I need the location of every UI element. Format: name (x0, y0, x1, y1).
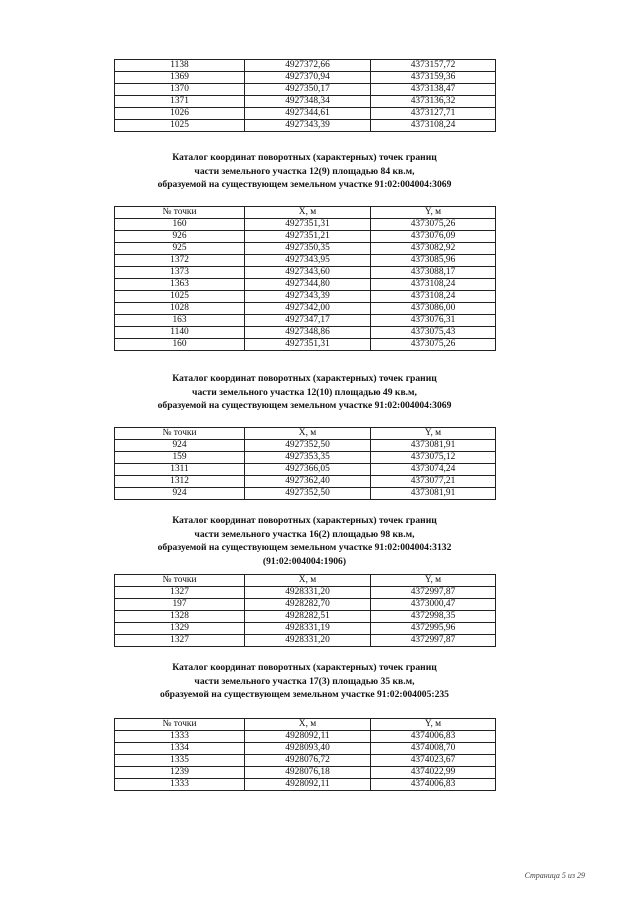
cell-y: 4373076,31 (371, 315, 496, 327)
table-row (115, 120, 496, 132)
section-1-caption (114, 151, 495, 192)
cell-point: 924 (115, 440, 245, 452)
header-x: X, м (245, 428, 371, 440)
table-row (115, 243, 496, 255)
header-y: Y, м (371, 428, 496, 440)
cell-x: 4927350,17 (245, 84, 371, 96)
cell-x: 4927351,31 (245, 339, 371, 351)
cell-point: 1028 (115, 303, 245, 315)
cell-y: 4373086,00 (371, 303, 496, 315)
cell-point: 1372 (115, 255, 245, 267)
cell-x: 4928093,40 (245, 743, 371, 755)
caption-line: Каталог координат поворотных (характерных) точек границ (172, 515, 437, 526)
cell-point: 1312 (115, 476, 245, 488)
table-row (115, 488, 496, 500)
cell-point: 1140 (115, 327, 245, 339)
top-coordinates-table (114, 59, 496, 132)
header-y: Y, м (371, 719, 496, 731)
cell-y: 4373127,71 (371, 108, 496, 120)
cell-point: 163 (115, 315, 245, 327)
caption-line: (91:02:004004:1906) (262, 555, 347, 567)
cell-point: 925 (115, 243, 245, 255)
header-x: X, м (245, 575, 371, 587)
table-row (115, 731, 496, 743)
table-row (115, 72, 496, 84)
cell-point: 159 (115, 452, 245, 464)
cell-y: 4373138,47 (371, 84, 496, 96)
table-row (115, 464, 496, 476)
caption-line: части земельного участка 16(2) площадью 98 кв.м, (194, 528, 415, 540)
table-row (115, 327, 496, 339)
section-4-caption (114, 661, 495, 702)
cell-point: 1138 (115, 60, 245, 72)
cell-y: 4374006,83 (371, 779, 496, 791)
section-4-table (114, 718, 496, 791)
cell-x: 4927351,31 (245, 219, 371, 231)
cell-point: 1363 (115, 279, 245, 291)
cell-x: 4927347,17 (245, 315, 371, 327)
cell-x: 4927348,86 (245, 327, 371, 339)
caption-line: части земельного участка 12(10) площадью 49 кв.м, (192, 386, 417, 398)
cell-point: 1334 (115, 743, 245, 755)
table-row (115, 219, 496, 231)
cell-y: 4372997,87 (371, 635, 496, 647)
caption-line: образуемой на существующем земельном участке 91:02:004004:3132 (157, 542, 452, 553)
cell-x: 4927344,80 (245, 279, 371, 291)
caption-line: части земельного участка 17(3) площадью 35 кв.м, (194, 675, 415, 687)
cell-y: 4374023,67 (371, 755, 496, 767)
cell-y: 4373074,24 (371, 464, 496, 476)
cell-y: 4372997,87 (371, 587, 496, 599)
cell-y: 4373157,72 (371, 60, 496, 72)
cell-x: 4928076,72 (245, 755, 371, 767)
cell-y: 4373075,26 (371, 219, 496, 231)
cell-x: 4927343,39 (245, 120, 371, 132)
table-header-row (115, 719, 496, 731)
cell-x: 4927343,60 (245, 267, 371, 279)
cell-point: 924 (115, 488, 245, 500)
cell-point: 1371 (115, 96, 245, 108)
section-2-table (114, 427, 496, 500)
cell-x: 4927352,50 (245, 488, 371, 500)
cell-point: 197 (115, 599, 245, 611)
cell-x: 4927348,34 (245, 96, 371, 108)
table-row (115, 303, 496, 315)
header-point: № точки (115, 207, 245, 219)
cell-x: 4927362,40 (245, 476, 371, 488)
caption-line: Каталог координат поворотных (характерных) точек границ (172, 152, 437, 163)
table-row (115, 60, 496, 72)
cell-x: 4927342,00 (245, 303, 371, 315)
cell-y: 4373108,24 (371, 279, 496, 291)
cell-point: 1327 (115, 587, 245, 599)
section-1-table (114, 206, 496, 351)
cell-x: 4927344,61 (245, 108, 371, 120)
table-row (115, 96, 496, 108)
cell-y: 4373088,17 (371, 267, 496, 279)
cell-x: 4927352,50 (245, 440, 371, 452)
cell-y: 4373108,24 (371, 291, 496, 303)
cell-point: 1239 (115, 767, 245, 779)
cell-y: 4373081,91 (371, 488, 496, 500)
table-row (115, 267, 496, 279)
table-row (115, 755, 496, 767)
caption-line: Каталог координат поворотных (характерных) точек границ (172, 662, 437, 673)
cell-y: 4373075,43 (371, 327, 496, 339)
table-header-row (115, 575, 496, 587)
table-row (115, 231, 496, 243)
cell-y: 4374022,99 (371, 767, 496, 779)
cell-x: 4927350,35 (245, 243, 371, 255)
cell-x: 4928076,18 (245, 767, 371, 779)
table-row (115, 611, 496, 623)
caption-line: образуемой на существующем земельном участке 91:02:004005:235 (160, 689, 449, 700)
cell-y: 4373085,96 (371, 255, 496, 267)
cell-x: 4927343,95 (245, 255, 371, 267)
table-row (115, 339, 496, 351)
table-row (115, 779, 496, 791)
cell-point: 1026 (115, 108, 245, 120)
cell-y: 4373081,91 (371, 440, 496, 452)
table-row (115, 623, 496, 635)
header-point: № точки (115, 428, 245, 440)
cell-x: 4928331,19 (245, 623, 371, 635)
cell-x: 4928282,51 (245, 611, 371, 623)
table-row (115, 599, 496, 611)
header-x: X, м (245, 719, 371, 731)
table-row (115, 108, 496, 120)
cell-y: 4372995,96 (371, 623, 496, 635)
cell-x: 4927370,94 (245, 72, 371, 84)
cell-y: 4373136,32 (371, 96, 496, 108)
header-point: № точки (115, 719, 245, 731)
cell-point: 1025 (115, 291, 245, 303)
caption-line: Каталог координат поворотных (характерных) точек границ (172, 373, 437, 384)
cell-point: 1025 (115, 120, 245, 132)
cell-point: 1369 (115, 72, 245, 84)
cell-point: 1328 (115, 611, 245, 623)
cell-y: 4374008,70 (371, 743, 496, 755)
caption-line: образуемой на существующем земельном участке 91:02:004004:3069 (157, 400, 452, 411)
cell-point: 1373 (115, 267, 245, 279)
cell-point: 160 (115, 219, 245, 231)
table-row (115, 476, 496, 488)
section-2-caption (114, 372, 495, 413)
cell-x: 4927353,35 (245, 452, 371, 464)
table-row (115, 291, 496, 303)
cell-point: 1333 (115, 779, 245, 791)
cell-x: 4927343,39 (245, 291, 371, 303)
cell-y: 4373075,26 (371, 339, 496, 351)
table-row (115, 255, 496, 267)
cell-y: 4373159,36 (371, 72, 496, 84)
table-row (115, 635, 496, 647)
table-row (115, 279, 496, 291)
cell-point: 1333 (115, 731, 245, 743)
table-row (115, 452, 496, 464)
table-row (115, 84, 496, 96)
cell-y: 4372998,35 (371, 611, 496, 623)
cell-x: 4928092,11 (245, 731, 371, 743)
cell-x: 4928331,20 (245, 587, 371, 599)
table-header-row (115, 207, 496, 219)
caption-line: части земельного участка 12(9) площадью 84 кв.м, (194, 165, 415, 177)
table-row (115, 440, 496, 452)
table-row (115, 315, 496, 327)
header-point: № точки (115, 575, 245, 587)
cell-point: 926 (115, 231, 245, 243)
cell-x: 4927351,21 (245, 231, 371, 243)
cell-y: 4373077,21 (371, 476, 496, 488)
cell-point: 1327 (115, 635, 245, 647)
cell-x: 4928092,11 (245, 779, 371, 791)
header-y: Y, м (371, 207, 496, 219)
cell-y: 4373075,12 (371, 452, 496, 464)
cell-x: 4928331,20 (245, 635, 371, 647)
cell-y: 4374006,83 (371, 731, 496, 743)
cell-y: 4373000,47 (371, 599, 496, 611)
caption-line: образуемой на существующем земельном участке 91:02:004004:3069 (157, 179, 452, 190)
cell-x: 4927366,05 (245, 464, 371, 476)
cell-y: 4373076,09 (371, 231, 496, 243)
table-row (115, 587, 496, 599)
table-row (115, 767, 496, 779)
table-header-row (115, 428, 496, 440)
cell-point: 160 (115, 339, 245, 351)
page-number: Страница 5 из 29 (524, 871, 585, 880)
cell-x: 4928282,70 (245, 599, 371, 611)
cell-point: 1335 (115, 755, 245, 767)
cell-point: 1329 (115, 623, 245, 635)
cell-point: 1311 (115, 464, 245, 476)
cell-point: 1370 (115, 84, 245, 96)
cell-x: 4927372,66 (245, 60, 371, 72)
section-3-caption (114, 514, 495, 568)
header-x: X, м (245, 207, 371, 219)
table-row (115, 743, 496, 755)
header-y: Y, м (371, 575, 496, 587)
cell-y: 4373082,92 (371, 243, 496, 255)
cell-y: 4373108,24 (371, 120, 496, 132)
section-3-table (114, 574, 496, 647)
